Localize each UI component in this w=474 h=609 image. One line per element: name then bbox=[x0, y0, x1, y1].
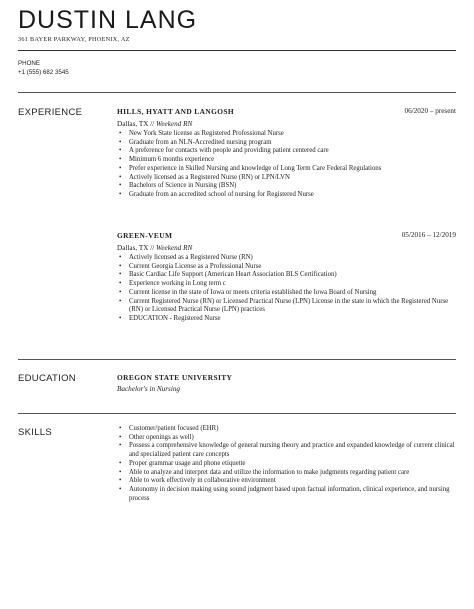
list-item: • Other openings as well) bbox=[127, 434, 456, 443]
list-item: • Bachelors of Science in Nursing (BSN) bbox=[127, 182, 456, 191]
job-title: Weekend RN bbox=[156, 244, 193, 252]
school-name: OREGON STATE UNIVERSITY bbox=[117, 373, 233, 382]
job-bullets bbox=[117, 130, 456, 200]
list-item: • Actively licensed as a Registered Nurse (RN) or LPN/LVN bbox=[127, 174, 456, 183]
list-item: • EDUCATION - Registered Nurse bbox=[127, 315, 456, 324]
section-title-education: EDUCATION bbox=[18, 373, 76, 384]
skills-list bbox=[117, 425, 456, 503]
list-item: • Current license in the state of Iowa or meets criteria established the Iowa Board of Nursing bbox=[127, 289, 456, 298]
job-entry bbox=[117, 231, 456, 324]
header-divider bbox=[18, 50, 456, 51]
list-item: • Basic Cardiac Life Support (American Heart Association BLS Certification) bbox=[127, 271, 456, 280]
list-item: • Graduate from an accredited school of nursing for Registered Nurse bbox=[127, 191, 456, 200]
list-item: • Graduate from an NLN-Accredited nursing program bbox=[127, 139, 456, 148]
company-name: GREEN-VEUM bbox=[117, 231, 173, 240]
list-item: • Prefer experience in Skilled Nursing and knowledge of Long Term Care Federal Regulations bbox=[127, 165, 456, 174]
address: 361 BAYER PARKWAY, PHOENIX, AZ bbox=[18, 36, 130, 43]
section-divider-education bbox=[18, 359, 456, 360]
list-item: • Able to work effectively in collaborative environment bbox=[127, 477, 456, 486]
job-entry bbox=[117, 107, 456, 200]
list-item: • Customer/patient focused (EHR) bbox=[127, 425, 456, 434]
company-name: HILLS, HYATT AND LANGOSH bbox=[117, 107, 235, 116]
skills-entry bbox=[117, 425, 456, 503]
job-dates: 05/2016 – 12/2019 bbox=[401, 231, 456, 239]
list-item: • Able to analyze and interpret data and utilize the information to make judgments regarding patient care bbox=[127, 469, 456, 478]
list-item: • New York State license as Registered Professional Nurse bbox=[127, 130, 456, 139]
list-item: • Actively licensed as a Registered Nurse (RN) bbox=[127, 254, 456, 263]
job-dates: 06/2020 – present bbox=[404, 107, 456, 115]
list-item: • Experience working in Long term c bbox=[127, 280, 456, 289]
phone-label: PHONE bbox=[18, 60, 41, 67]
list-item: • Current Georgia License as a Professional Nurse bbox=[127, 263, 456, 272]
job-location: Dallas, TX // Weekend RN bbox=[117, 244, 193, 252]
section-divider-experience bbox=[18, 92, 456, 93]
degree: Bachelor's in Nursing bbox=[117, 385, 181, 393]
list-item: • A preference for contacts with people and providing patient centered care bbox=[127, 147, 456, 156]
job-location: Dallas, TX // Weekend RN bbox=[117, 120, 193, 128]
list-item: • Proper grammar usage and phone etiquette bbox=[127, 460, 456, 469]
section-title-experience: EXPERIENCE bbox=[18, 107, 83, 118]
list-item: • Autonomy in decision making using sound judgment based upon factual information, clinical experience, and nursing process bbox=[127, 486, 456, 503]
candidate-name: DUSTIN LANG bbox=[18, 6, 198, 34]
section-divider-skills bbox=[18, 413, 456, 414]
phone-value: +1 (555) 682 3545 bbox=[18, 69, 69, 76]
job-bullets bbox=[117, 254, 456, 324]
list-item: • Minimum 6 months experience bbox=[127, 156, 456, 165]
list-item: • Current Registered Nurse (RN) or Licensed Practical Nurse (LPN) License in the state in which the Registered Nurse (RN) or Licensed Practical Nurse (LPN) practices bbox=[127, 298, 456, 315]
job-title: Weekend RN bbox=[156, 120, 193, 128]
list-item: • Possess a comprehensive knowledge of general nursing theory and practice and expanded knowledge of current clinical and specialized patient care concepts bbox=[127, 442, 456, 459]
section-title-skills: SKILLS bbox=[18, 427, 53, 438]
education-entry bbox=[117, 373, 456, 393]
